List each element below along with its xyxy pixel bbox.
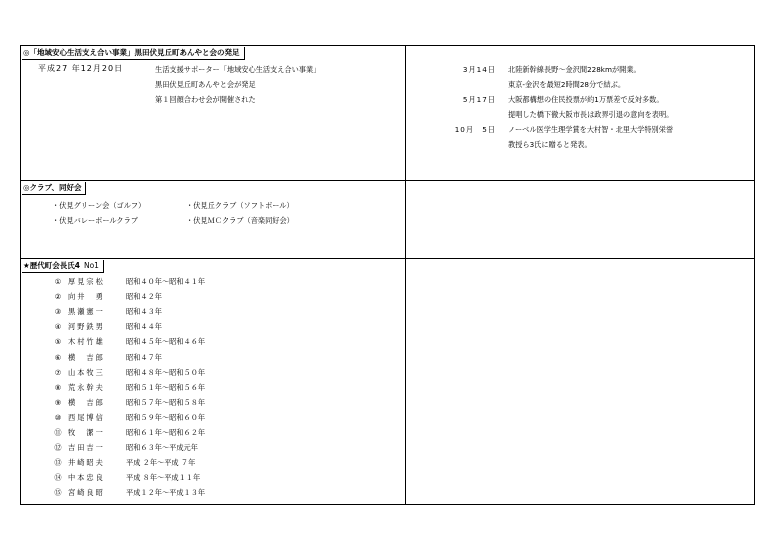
row-number: ②	[54, 292, 62, 302]
chairman-name: 荒永幹夫	[68, 382, 105, 392]
table-row	[48, 335, 205, 349]
event-text: 教授ら3氏に贈ると発表。	[508, 140, 592, 149]
chairman-term: 平成 ２年～平成 ７年	[126, 458, 196, 468]
chairman-name: 吉田吉一	[68, 443, 105, 453]
chairman-term: 昭和４４年	[126, 322, 162, 332]
club-item: ・伏見バレーボールクラブ	[52, 216, 138, 225]
club-item: ・伏見丘クラブ（ソフトボール）	[186, 201, 294, 210]
row-divider-1	[20, 180, 755, 181]
chairman-name: 宮崎良昭	[68, 488, 105, 498]
table-row	[48, 351, 162, 365]
event-text: ノーベル医学生理学賞を大村智・北里大学特別栄誉	[508, 125, 674, 134]
chairman-term: 昭和４０年～昭和４１年	[126, 277, 206, 286]
column-divider	[405, 45, 406, 505]
chairman-name: 中本忠良	[68, 473, 105, 483]
table-row	[48, 396, 205, 410]
chairman-term: 昭和５９年～昭和６０年	[126, 412, 206, 422]
chairman-term: 昭和５１年～昭和５６年	[126, 382, 206, 392]
table-row	[48, 381, 205, 395]
chairman-term: 昭和４７年	[126, 352, 162, 362]
event-text: 提唱した橋下徹大阪市長は政界引退の意向を表明。	[508, 110, 674, 119]
row-number: ④	[54, 322, 62, 332]
club-item: ・伏見ＭＣクラブ（音楽同好会）	[186, 216, 294, 225]
table-row	[48, 275, 205, 289]
table-row	[48, 471, 200, 485]
event-date: 3月14日	[462, 65, 496, 74]
section-title-chairmen	[22, 260, 104, 273]
row-number: ⑤	[54, 337, 62, 347]
chairman-term: 昭和６３年～平成元年	[126, 443, 198, 453]
event-text: 北陸新幹線長野～金沢間228kmが開業。	[508, 65, 641, 74]
chairman-name: 山本牧三	[68, 367, 105, 377]
chairmen-title-text: ★歴代町会長氏4	[23, 261, 80, 270]
chairman-term: 昭和４５年～昭和４６年	[126, 337, 206, 347]
table-row	[48, 320, 162, 334]
chairman-name: 向井 勇	[68, 292, 105, 302]
founding-line-3: 第１回顔合わせ会が開催された	[155, 95, 256, 104]
chairman-term: 昭和６１年～昭和６２年	[126, 428, 206, 437]
row-number: ⑭	[54, 473, 62, 483]
section-title-anyato: ◎「地域安心生活支え合い事業」黒田伏見丘町あんやと会の発足	[22, 47, 245, 60]
chairman-name: 牧 潔一	[68, 428, 105, 437]
chairman-name: 黒瀬憲一	[68, 307, 105, 317]
chairman-term: 昭和４３年	[126, 307, 162, 317]
table-row	[48, 366, 205, 380]
table-row	[48, 456, 195, 470]
chairman-name: 厚見宗松	[68, 277, 105, 286]
row-number: ⑬	[54, 458, 62, 468]
row-number: ⑩	[54, 412, 62, 422]
row-number: ⑨	[54, 397, 62, 407]
chairman-term: 平成１２年～平成１３年	[126, 488, 206, 498]
table-row	[48, 411, 205, 425]
chairman-name: 井崎昭夫	[68, 458, 105, 468]
row-number: ⑮	[54, 488, 62, 498]
row-number: ⑥	[54, 352, 62, 362]
chairman-term: 昭和４２年	[126, 292, 162, 302]
chairman-name: 横 吉郎	[68, 352, 105, 362]
table-row	[48, 441, 198, 455]
event-text: 大阪都構想の住民投票が約1万票差で反対多数。	[508, 95, 664, 104]
row-divider-2	[20, 258, 755, 259]
event-date: 10月 5日	[454, 125, 496, 134]
section-title-clubs: ◎クラブ、同好会	[22, 182, 86, 195]
row-number: ⑫	[54, 443, 62, 453]
chairman-term: 平成 ８年～平成１１年	[126, 473, 201, 483]
row-number: ⑪	[54, 428, 62, 437]
founding-line-2: 黒田伏見丘町あんやと会が発足	[155, 80, 256, 89]
chairman-name: 横 吉郎	[68, 397, 105, 407]
club-item: ・伏見グリーン会（ゴルフ）	[52, 201, 146, 210]
event-date: 5月17日	[462, 95, 496, 104]
chairman-name: 西尾博信	[68, 412, 105, 422]
founding-date: 平成27 年12月20日	[38, 64, 124, 73]
table-row	[48, 486, 205, 500]
chairman-name: 河野鉄男	[68, 322, 105, 332]
page-number-label: No1	[83, 261, 99, 270]
row-number: ⑧	[54, 382, 62, 392]
row-number: ③	[54, 307, 62, 317]
table-row	[48, 305, 162, 319]
row-number: ⑦	[54, 367, 62, 377]
table-row	[48, 290, 162, 304]
row-number: ①	[54, 277, 62, 286]
table-row	[48, 426, 205, 440]
chairman-term: 昭和４８年～昭和５０年	[126, 367, 206, 377]
chairman-name: 木村竹雄	[68, 337, 105, 347]
event-text: 東京-金沢を最短2時間28分で結ぶ。	[508, 80, 626, 89]
founding-line-1: 生活支援サポーター「地域安心生活支え合い事業」	[155, 65, 321, 74]
chairman-term: 昭和５７年～昭和５８年	[126, 397, 206, 407]
